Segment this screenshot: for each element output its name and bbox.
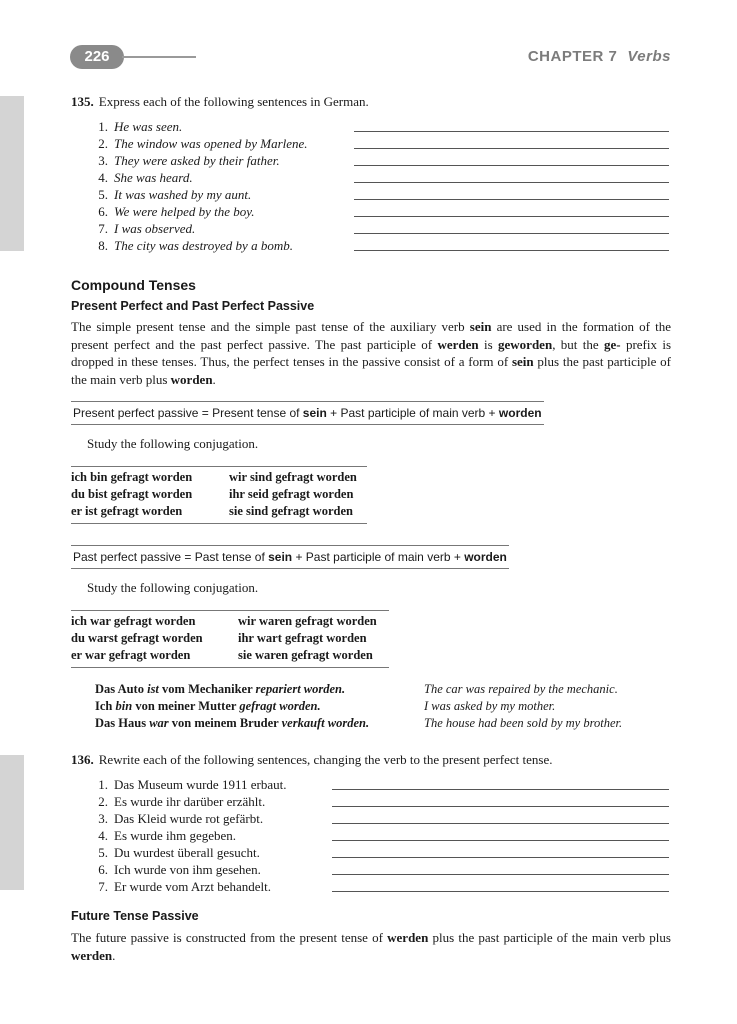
intro-text: geworden [498,336,553,352]
item-number: 6. [98,862,108,877]
item-text: The window was opened by Marlene. [114,136,308,151]
formula-text: worden [498,406,542,420]
conjugation-form: ich bin gefragt worden [71,470,193,484]
intro-text: werden [437,336,479,352]
exercise-135-list [90,118,308,254]
intro-text: are used in the formation of the present perfect and the past perfect passive. The past participle of [71,319,671,352]
item-text: He was seen. [114,119,183,134]
answer-line [354,250,669,251]
section-heading: Compound Tenses [71,277,196,293]
future-passive-paragraph [71,929,671,964]
exercise-item [90,861,286,878]
example-german [95,699,321,714]
item-number: 2. [98,136,108,151]
side-tab-upper [0,96,24,251]
intro-text: plus the past participle of the main verb plus [71,354,671,387]
answer-line [354,182,669,183]
intro-paragraph [71,318,671,388]
item-text: I was observed. [114,221,196,236]
conjugation-singular [71,613,238,664]
exercise-item [90,827,286,844]
future-text: . [112,947,116,963]
item-text: The city was destroyed by a bomb. [114,238,293,253]
formula-text: sein [302,406,327,420]
answer-line [332,806,669,807]
chapter-header [528,48,671,65]
formula-text: worden [464,550,507,564]
item-number: 4. [98,828,108,843]
example-german-part: vom Mechaniker [158,682,256,696]
example-german [95,716,369,731]
present-perfect-formula [71,401,544,425]
formula-text: + Past participle of main verb + [292,550,465,564]
item-text: She was heard. [114,170,193,185]
page-number-badge: 226 [70,45,124,69]
answer-line [354,131,669,132]
chapter-label: CHAPTER 7 [527,48,618,65]
conjugation-form: sie waren gefragt worden [238,648,373,662]
item-text: We were helped by the boy. [114,204,255,219]
subsection-heading: Present Perfect and Past Perfect Passive [71,299,315,313]
example-german-part: bin [115,699,133,713]
example-german-part: ist [147,682,159,696]
study-instruction: Study the following conjugation. [87,436,259,451]
conjugation-form: ich war gefragt worden [71,614,196,628]
conjugation-form: ihr wart gefragt worden [238,631,367,645]
conjugation-plural [229,469,357,520]
example-german-part: repariert worden. [255,682,346,696]
conjugation-form: er ist gefragt worden [71,504,183,518]
exercise-number: 136. [71,752,94,767]
future-passive-heading: Future Tense Passive [71,909,199,923]
item-text: Du wurdest überall gesucht. [114,845,260,860]
conjugation-form: wir waren gefragt worden [238,614,377,628]
answer-line [332,874,669,875]
item-number: 2. [98,794,108,809]
example-german-part: Das Haus [95,716,150,730]
intro-text: . [212,371,216,387]
item-number: 7. [98,879,108,894]
item-text: They were asked by their father. [114,153,280,168]
item-text: Das Kleid wurde rot gefärbt. [114,811,264,826]
exercise-item [90,118,308,135]
item-number: 5. [98,187,108,202]
present-perfect-conjugation [71,466,367,524]
item-number: 1. [98,119,108,134]
intro-text: prefix is dropped in these tenses. Thus, the perfect tenses in the passive consist of a form of [71,336,671,369]
exercise-item [90,776,286,793]
future-text: werden [71,947,113,963]
future-text: plus the past participle of the main verb plus [428,930,671,945]
intro-text: sein [511,354,534,369]
past-perfect-conjugation [71,610,389,668]
item-text: It was washed by my aunt. [114,187,252,202]
conjugation-singular [71,469,229,520]
answer-line [354,216,669,217]
conjugation-form: du bist gefragt worden [71,487,193,501]
example-german-part: von meiner Mutter [132,699,240,713]
exercise-item [90,810,286,827]
future-text: The future passive is constructed from the present tense of [71,930,388,945]
chapter-title: Verbs [627,48,671,65]
exercise-number: 135. [71,94,94,109]
exercise-item [90,844,286,861]
exercise-item [90,878,286,895]
item-text: Es wurde ihm gegeben. [114,828,237,843]
item-number: 1. [98,777,108,792]
past-perfect-formula [71,545,509,569]
formula-text: Past perfect passive = Past tense of [73,550,269,564]
intro-text: The simple present tense and the simple past tense of the auxiliary verb [71,319,470,334]
intro-text: sein [469,319,492,334]
formula-text: + Past participle of main verb + [326,406,499,420]
item-number: 8. [98,238,108,253]
example-german-part: war [149,716,169,730]
answer-line [354,165,669,166]
answer-line [332,891,669,892]
example-german-part: von meinem Bruder [168,716,282,730]
item-text: Ich wurde von ihm gesehen. [114,862,261,877]
answer-line [332,789,669,790]
answer-line [354,148,669,149]
item-text: Er wurde vom Arzt behandelt. [114,879,272,894]
conjugation-form: du warst gefragt worden [71,631,203,645]
conjugation-form: ihr seid gefragt worden [229,487,354,501]
intro-text: worden [170,371,213,387]
exercise-item [90,793,286,810]
example-english: I was asked by my mother. [424,699,556,713]
intro-text: is [478,336,499,352]
conjugation-plural [238,613,377,664]
answer-line [354,233,669,234]
item-text: Das Museum wurde 1911 erbaut. [114,777,287,792]
future-text: werden [387,930,429,945]
exercise-136-list [90,776,286,895]
formula-text: Present perfect passive = Present tense of [73,406,303,420]
exercise-instruction: Rewrite each of the following sentences, changing the verb to the present perfect tense. [98,752,553,767]
formula-text: sein [268,550,293,564]
side-tab-lower [0,755,24,890]
example-german [95,682,345,697]
item-number: 4. [98,170,108,185]
exercise-item [90,135,308,152]
item-number: 3. [98,811,108,826]
header-rule [122,56,196,58]
exercise-item [90,169,308,186]
exercise-item [90,186,308,203]
exercise-instruction: Express each of the following sentences in German. [98,94,369,109]
item-number: 7. [98,221,108,236]
item-number: 6. [98,204,108,219]
exercise-item [90,203,308,220]
item-number: 3. [98,153,108,168]
example-german-part: Ich [95,699,116,713]
study-instruction: Study the following conjugation. [87,580,259,595]
conjugation-form: er war gefragt worden [71,648,191,662]
example-german-part: gefragt worden. [239,699,321,713]
answer-line [332,840,669,841]
item-number: 5. [98,845,108,860]
example-german-part: verkauft worden. [281,716,370,730]
exercise-item [90,237,308,254]
conjugation-form: wir sind gefragt worden [229,470,357,484]
answer-line [354,199,669,200]
example-english: The house had been sold by my brother. [424,716,623,730]
conjugation-form: sie sind gefragt worden [229,504,353,518]
exercise-135-heading [71,94,369,110]
example-german-part: Das Auto [95,682,148,696]
intro-text: , but the [552,336,604,352]
exercise-item [90,152,308,169]
intro-text: ge- [603,336,621,352]
item-text: Es wurde ihr darüber erzählt. [114,794,266,809]
example-english: The car was repaired by the mechanic. [424,682,618,696]
answer-line [332,857,669,858]
answer-line [332,823,669,824]
exercise-item [90,220,308,237]
exercise-136-heading [71,752,553,768]
